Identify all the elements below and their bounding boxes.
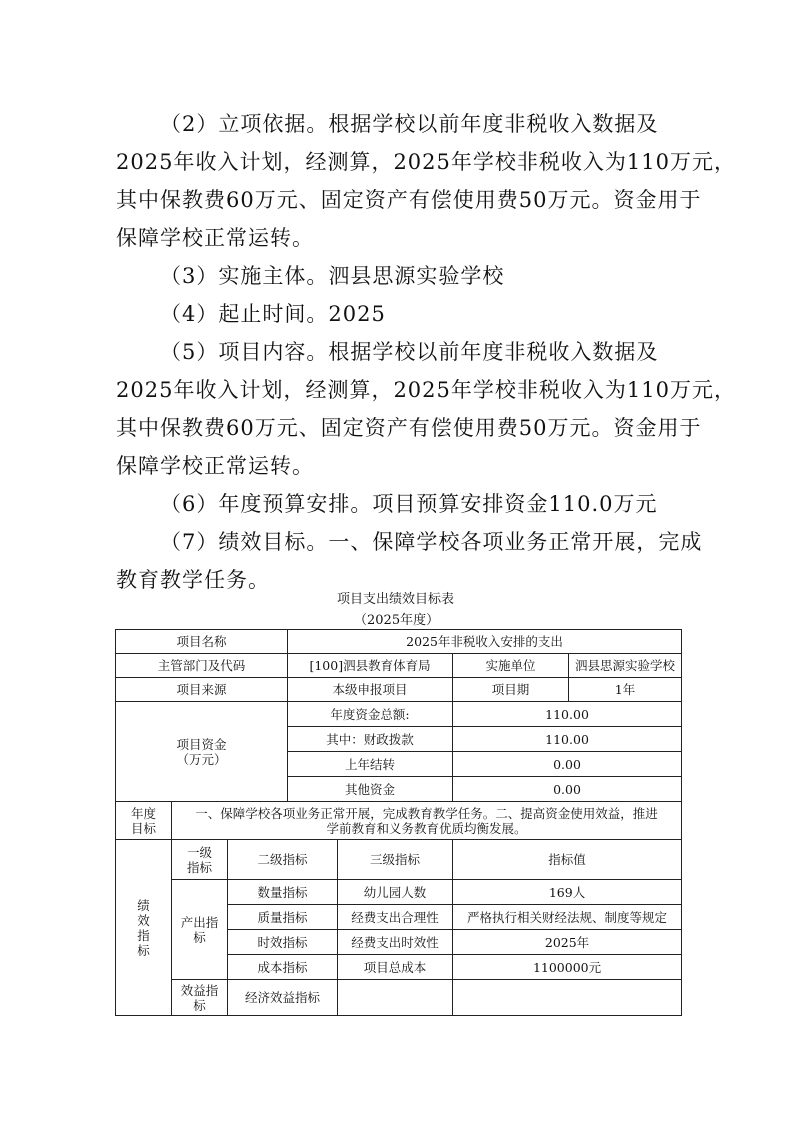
source-value: 本级申报项目	[288, 678, 453, 702]
table-row	[116, 654, 682, 678]
paragraph-basis-line-1: （2）立项依据。根据学校以前年度非税收入数据及	[160, 112, 659, 136]
impl-unit-label: 实施单位	[453, 654, 569, 678]
paragraph-implementer: （3）实施主体。泗县思源实验学校	[160, 264, 505, 288]
level3-cell	[338, 980, 453, 1016]
level2-cell: 时效指标	[228, 930, 338, 955]
paragraph-basis-line-3: 其中保教费60万元、固定资产有偿使用费50万元。资金用于	[116, 188, 702, 212]
perf-label-char: 绩	[137, 897, 150, 913]
funds-label-line-2: （万元）	[176, 751, 227, 767]
indicator-value-cell	[453, 980, 682, 1016]
paragraph-content-line-1: （5）项目内容。根据学校以前年度非税收入数据及	[160, 340, 659, 364]
perf-label-char: 效	[137, 912, 150, 928]
paragraph-budget: （6）年度预算安排。项目预算安排资金110.0万元	[160, 492, 658, 516]
funds-label-line-1: 项目资金	[176, 736, 227, 752]
level3-header: 三级指标	[338, 840, 453, 880]
fund-other-value: 0.00	[453, 777, 682, 802]
source-label: 项目来源	[116, 678, 288, 702]
fund-carry-value: 0.00	[453, 752, 682, 777]
fund-total-label: 年度资金总额:	[288, 702, 453, 727]
project-name-value: 2025年非税收入安排的支出	[288, 630, 682, 654]
fund-other-label: 其他资金	[288, 777, 453, 802]
level2-cell: 质量指标	[228, 905, 338, 930]
fund-carry-label: 上年结转	[288, 752, 453, 777]
dept-label: 主管部门及代码	[116, 654, 288, 678]
benefit-label-line-2: 标	[193, 997, 206, 1013]
level2-header: 二级指标	[228, 840, 338, 880]
fund-fiscal-value: 110.00	[453, 727, 682, 752]
level2-cell: 数量指标	[228, 880, 338, 905]
output-label-line-1: 产出指	[180, 914, 219, 930]
output-indicator-label	[172, 880, 228, 980]
output-label-line-2: 标	[193, 929, 206, 945]
indicator-value-cell: 169人	[453, 880, 682, 905]
level3-cell: 经费支出时效性	[338, 930, 453, 955]
dept-value: [100]泗县教育体育局	[288, 654, 453, 678]
level1-header-line-1: 一级	[186, 844, 212, 860]
level3-cell: 项目总成本	[338, 955, 453, 980]
table-year: （2025年度）	[354, 613, 440, 628]
table-row	[116, 980, 682, 1016]
indicator-value-cell: 1100000元	[453, 955, 682, 980]
table-row	[116, 880, 682, 905]
table-row	[116, 702, 682, 727]
funds-label	[116, 702, 288, 802]
level2-cell: 成本指标	[228, 955, 338, 980]
indicator-value-cell: 严格执行相关财经法规、制度等规定	[453, 905, 682, 930]
paragraph-basis-line-4: 保障学校正常运转。	[116, 226, 314, 250]
paragraph-content-line-3: 其中保教费60万元、固定资产有偿使用费50万元。资金用于	[116, 416, 702, 440]
value-header: 指标值	[453, 840, 682, 880]
table-title: 项目支出绩效目标表	[337, 592, 455, 607]
fund-fiscal-label: 其中：财政拨款	[288, 727, 453, 752]
table-row	[116, 678, 682, 702]
benefit-indicator-label	[172, 980, 228, 1016]
table-row	[116, 840, 682, 880]
level1-header	[172, 840, 228, 880]
annual-goal-text	[172, 802, 682, 840]
paragraph-goal-line-1: （7）绩效目标。一、保障学校各项业务正常开展，完成	[160, 530, 703, 554]
level1-header-line-2: 指标	[186, 859, 212, 875]
annual-goal-text-line-2: 学前教育和义务教育优质均衡发展。	[326, 820, 527, 836]
performance-target-table	[115, 629, 682, 1016]
project-name-label: 项目名称	[116, 630, 288, 654]
paragraph-goal-line-2: 教育教学任务。	[116, 568, 270, 592]
benefit-label-line-1: 效益指	[180, 982, 219, 998]
table-row	[116, 630, 682, 654]
annual-goal-text-line-1: 一、保障学校各项业务正常开展，完成教育教学任务。二、提高资金使用效益，推进	[195, 805, 658, 821]
annual-goal-label	[116, 802, 172, 840]
paragraph-period: （4）起止时间。2025	[160, 302, 386, 326]
level2-cell: 经济效益指标	[228, 980, 338, 1016]
impl-unit-value: 泗县思源实验学校	[569, 654, 682, 678]
perf-label-char: 标	[137, 942, 150, 958]
performance-indicator-label	[116, 840, 172, 1016]
fund-total-value: 110.00	[453, 702, 682, 727]
annual-goal-label-line-1: 年度	[130, 805, 156, 821]
annual-goal-label-line-2: 目标	[130, 820, 156, 836]
period-value: 1年	[569, 678, 682, 702]
paragraph-content-line-2: 2025年收入计划，经测算，2025年学校非税收入为110万元，	[116, 378, 736, 402]
period-label: 项目期	[453, 678, 569, 702]
table-row	[116, 802, 682, 840]
perf-label-char: 指	[137, 927, 150, 943]
level3-cell: 幼儿园人数	[338, 880, 453, 905]
indicator-value-cell: 2025年	[453, 930, 682, 955]
level3-cell: 经费支出合理性	[338, 905, 453, 930]
paragraph-content-line-4: 保障学校正常运转。	[116, 454, 314, 478]
paragraph-basis-line-2: 2025年收入计划，经测算，2025年学校非税收入为110万元，	[116, 150, 736, 174]
